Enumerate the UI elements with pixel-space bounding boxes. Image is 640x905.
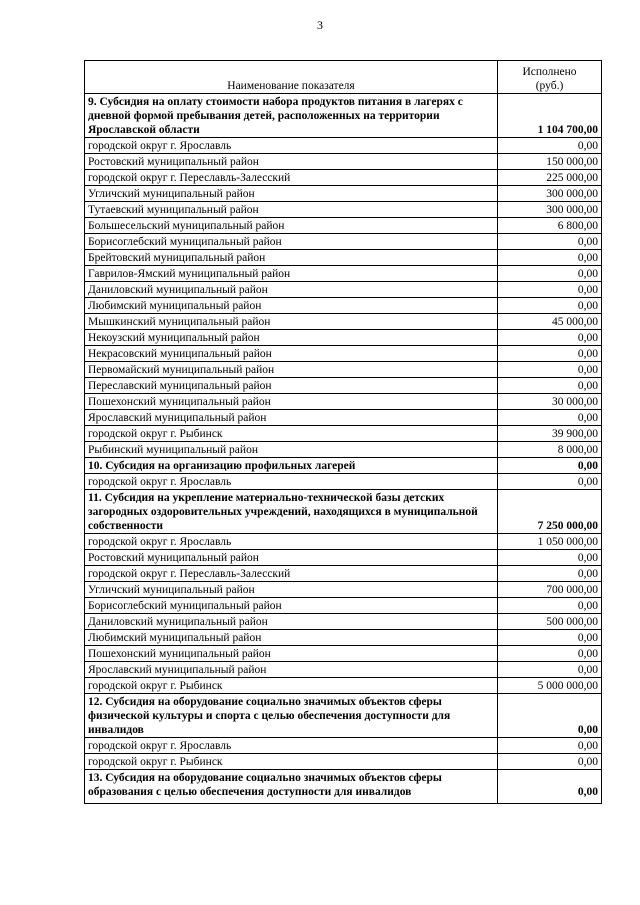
table-row [85,582,602,598]
table-row [85,678,602,694]
table-row [85,534,602,550]
amount-value: 0,00 [498,362,602,378]
district-name: городской округ г. Рыбинск [85,426,498,442]
district-name: Пошехонский муниципальный район [85,394,498,410]
table-row [85,410,602,426]
section-title: 9. Субсидия на оплату стоимости набора продуктов питания в лагерях с дневной формой пребывания детей, расположенных на территории Ярославской области [85,94,498,138]
section-row [85,94,602,138]
table-row [85,218,602,234]
amount-value: 0,00 [498,550,602,566]
header-name-column: Наименование показателя [85,61,498,94]
district-name: Переславский муниципальный район [85,378,498,394]
district-name: городской округ г. Рыбинск [85,754,498,770]
amount-value: 500 000,00 [498,614,602,630]
district-name: Ярославский муниципальный район [85,410,498,426]
district-name: Даниловский муниципальный район [85,614,498,630]
amount-value: 39 900,00 [498,426,602,442]
district-name: городской округ г. Ярославль [85,534,498,550]
table-row [85,170,602,186]
amount-value: 0,00 [498,346,602,362]
section-total: 0,00 [498,458,602,474]
table-row [85,646,602,662]
section-row [85,458,602,474]
amount-value: 0,00 [498,282,602,298]
district-name: городской округ г. Рыбинск [85,678,498,694]
section-title: 12. Субсидия на оборудование социально значимых объектов сферы физической культуры и спорта с целью обеспечения доступности для инвалидов [85,694,498,738]
table-row [85,346,602,362]
section-row [85,770,602,804]
table-row [85,298,602,314]
amount-value: 700 000,00 [498,582,602,598]
table-row [85,662,602,678]
amount-value: 0,00 [498,250,602,266]
amount-value: 0,00 [498,330,602,346]
section-row [85,694,602,738]
amount-value: 0,00 [498,234,602,250]
district-name: Тутаевский муниципальный район [85,202,498,218]
header-value-line2: (руб.) [535,80,564,92]
amount-value: 45 000,00 [498,314,602,330]
amount-value: 0,00 [498,266,602,282]
amount-value: 300 000,00 [498,186,602,202]
section-total: 0,00 [498,694,602,738]
amount-value: 0,00 [498,662,602,678]
table-header-row [85,61,602,94]
amount-value: 0,00 [498,738,602,754]
table-row [85,442,602,458]
district-name: городской округ г. Ярославль [85,738,498,754]
district-name: Ростовский муниципальный район [85,154,498,170]
table-row [85,550,602,566]
section-total: 1 104 700,00 [498,94,602,138]
amount-value: 150 000,00 [498,154,602,170]
header-value-line1: Исполнено [522,66,577,78]
table-row [85,234,602,250]
district-name: Любимский муниципальный район [85,630,498,646]
amount-value: 0,00 [498,646,602,662]
district-name: Борисоглебский муниципальный район [85,598,498,614]
section-title: 11. Субсидия на укрепление материально-технической базы детских загородных оздоровительных учреждений, находящихся в муниципальной собственности [85,490,498,534]
header-value-column [498,61,602,94]
district-name: Угличский муниципальный район [85,582,498,598]
amount-value: 30 000,00 [498,394,602,410]
table-row [85,202,602,218]
table-row [85,138,602,154]
district-name: городской округ г. Переславль-Залесский [85,566,498,582]
district-name: Угличский муниципальный район [85,186,498,202]
table-row [85,250,602,266]
table-row [85,330,602,346]
report-table [84,60,602,804]
district-name: Ярославский муниципальный район [85,662,498,678]
section-row [85,490,602,534]
table-row [85,426,602,442]
section-title: 10. Субсидия на организацию профильных лагерей [85,458,498,474]
table-row [85,266,602,282]
section-total: 7 250 000,00 [498,490,602,534]
amount-value: 1 050 000,00 [498,534,602,550]
district-name: Некрасовский муниципальный район [85,346,498,362]
amount-value: 0,00 [498,378,602,394]
table-row [85,362,602,378]
district-name: Любимский муниципальный район [85,298,498,314]
table-row [85,738,602,754]
amount-value: 0,00 [498,298,602,314]
table-row [85,754,602,770]
district-name: Даниловский муниципальный район [85,282,498,298]
amount-value: 0,00 [498,410,602,426]
report-body [85,94,602,804]
section-total: 0,00 [498,770,602,804]
table-row [85,614,602,630]
page-number: 3 [317,18,323,32]
amount-value: 0,00 [498,138,602,154]
amount-value: 0,00 [498,598,602,614]
district-name: Первомайский муниципальный район [85,362,498,378]
table-row [85,186,602,202]
amount-value: 0,00 [498,754,602,770]
district-name: Большесельский муниципальный район [85,218,498,234]
district-name: городской округ г. Переславль-Залесский [85,170,498,186]
table-row [85,598,602,614]
district-name: городской округ г. Ярославль [85,474,498,490]
amount-value: 5 000 000,00 [498,678,602,694]
section-title: 13. Субсидия на оборудование социально значимых объектов сферы образования с целью обеспечения доступности для инвалидов [85,770,498,804]
district-name: Брейтовский муниципальный район [85,250,498,266]
amount-value: 225 000,00 [498,170,602,186]
table-row [85,154,602,170]
amount-value: 0,00 [498,566,602,582]
table-row [85,474,602,490]
district-name: Ростовский муниципальный район [85,550,498,566]
amount-value: 0,00 [498,474,602,490]
amount-value: 300 000,00 [498,202,602,218]
table-row [85,630,602,646]
district-name: Пошехонский муниципальный район [85,646,498,662]
district-name: Борисоглебский муниципальный район [85,234,498,250]
district-name: городской округ г. Ярославль [85,138,498,154]
table-row [85,282,602,298]
table-row [85,314,602,330]
amount-value: 8 000,00 [498,442,602,458]
district-name: Рыбинский муниципальный район [85,442,498,458]
table-row [85,378,602,394]
amount-value: 6 800,00 [498,218,602,234]
table-row [85,394,602,410]
district-name: Гаврилов-Ямский муниципальный район [85,266,498,282]
district-name: Некоузский муниципальный район [85,330,498,346]
table-row [85,566,602,582]
amount-value: 0,00 [498,630,602,646]
district-name: Мышкинский муниципальный район [85,314,498,330]
